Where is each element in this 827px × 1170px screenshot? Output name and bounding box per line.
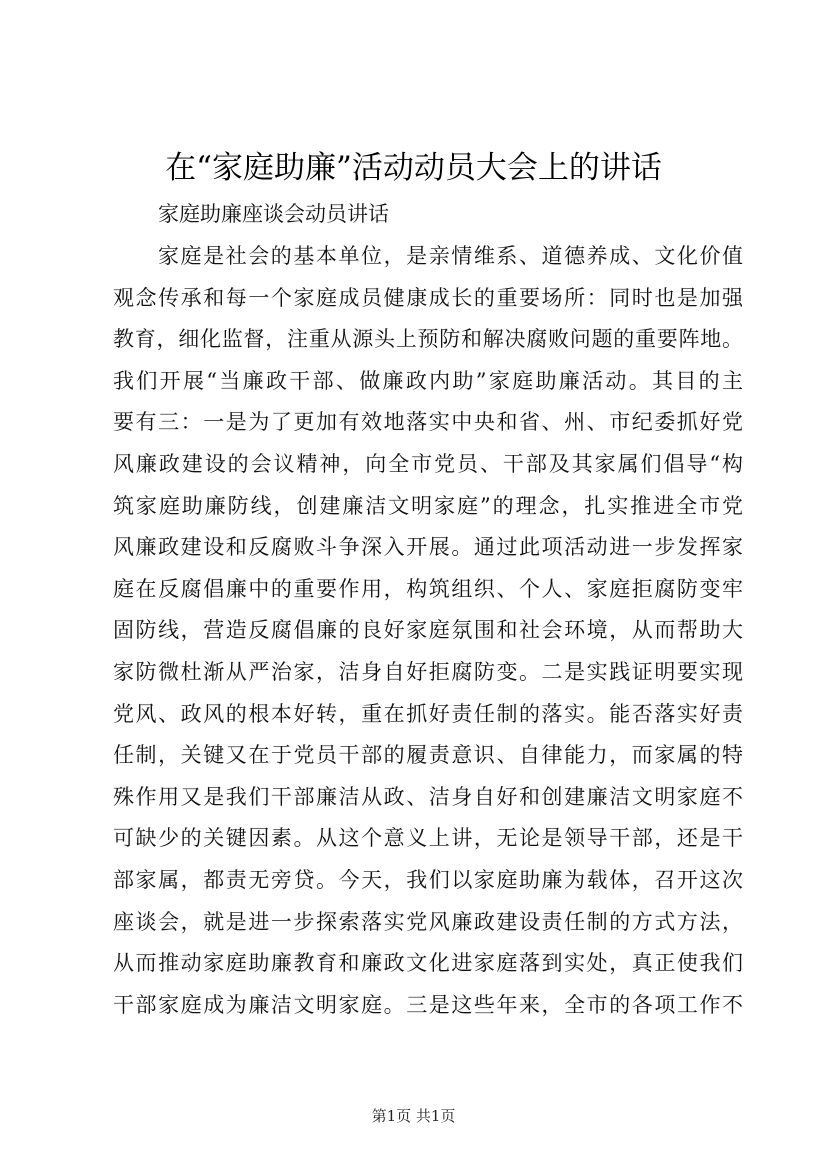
paragraph-line: 我们开展“当廉政干部、做廉政内助”家庭助廉活动。其目的主 bbox=[113, 368, 743, 393]
paragraph-line: 党风、政风的根本好转，重在抓好责任制的落实。能否落实好责 bbox=[113, 701, 743, 726]
paragraph-line: 部家属，都责无旁贷。今天，我们以家庭助廉为载体，召开这次 bbox=[113, 867, 743, 892]
paragraph-line: 教育，细化监督，注重从源头上预防和解决腐败问题的重要阵地。 bbox=[113, 327, 743, 352]
paragraph-line: 家防微杜渐从严治家，洁身自好拒腐防变。二是实践证明要实现 bbox=[113, 659, 743, 684]
paragraph-line: 固防线，营造反腐倡廉的良好家庭氛围和社会环境，从而帮助大 bbox=[113, 618, 743, 643]
document-subtitle: 家庭助廉座谈会动员讲话 bbox=[158, 202, 389, 226]
paragraph-line: 筑家庭助廉防线，创建廉洁文明家庭”的理念，扎实推进全市党 bbox=[113, 493, 743, 518]
document-title: 在“家庭助廉”活动动员大会上的讲话 bbox=[165, 150, 662, 186]
paragraph-line: 从而推动家庭助廉教育和廉政文化进家庭落到实处，真正使我们 bbox=[113, 951, 743, 976]
paragraph-line: 任制，关键又在于党员干部的履责意识、自律能力，而家属的特 bbox=[113, 743, 743, 768]
paragraph-line: 座谈会，就是进一步探索落实党风廉政建设责任制的方式方法， bbox=[113, 909, 743, 934]
page-number-footer: 第1页 共1页 bbox=[371, 1107, 456, 1125]
paragraph-line: 可缺少的关键因素。从这个意义上讲，无论是领导干部，还是干 bbox=[113, 826, 743, 851]
body-paragraph bbox=[113, 240, 743, 1030]
paragraph-line: 观念传承和每一个家庭成员健康成长的重要场所：同时也是加强 bbox=[113, 285, 743, 310]
paragraph-line: 家庭是社会的基本单位，是亲情维系、道德养成、文化价值 bbox=[158, 244, 743, 268]
paragraph-line: 风廉政建设的会议精神，向全市党员、干部及其家属们倡导“构 bbox=[113, 451, 743, 476]
paragraph-line: 殊作用又是我们干部廉洁从政、洁身自好和创建廉洁文明家庭不 bbox=[113, 784, 743, 809]
paragraph-line: 风廉政建设和反腐败斗争深入开展。通过此项活动进一步发挥家 bbox=[113, 535, 743, 560]
paragraph-line: 干部家庭成为廉洁文明家庭。三是这些年来，全市的各项工作不 bbox=[113, 992, 743, 1017]
paragraph-line: 要有三：一是为了更加有效地落实中央和省、州、市纪委抓好党 bbox=[113, 410, 743, 435]
paragraph-line: 庭在反腐倡廉中的重要作用，构筑组织、个人、家庭拒腐防变牢 bbox=[113, 576, 743, 601]
